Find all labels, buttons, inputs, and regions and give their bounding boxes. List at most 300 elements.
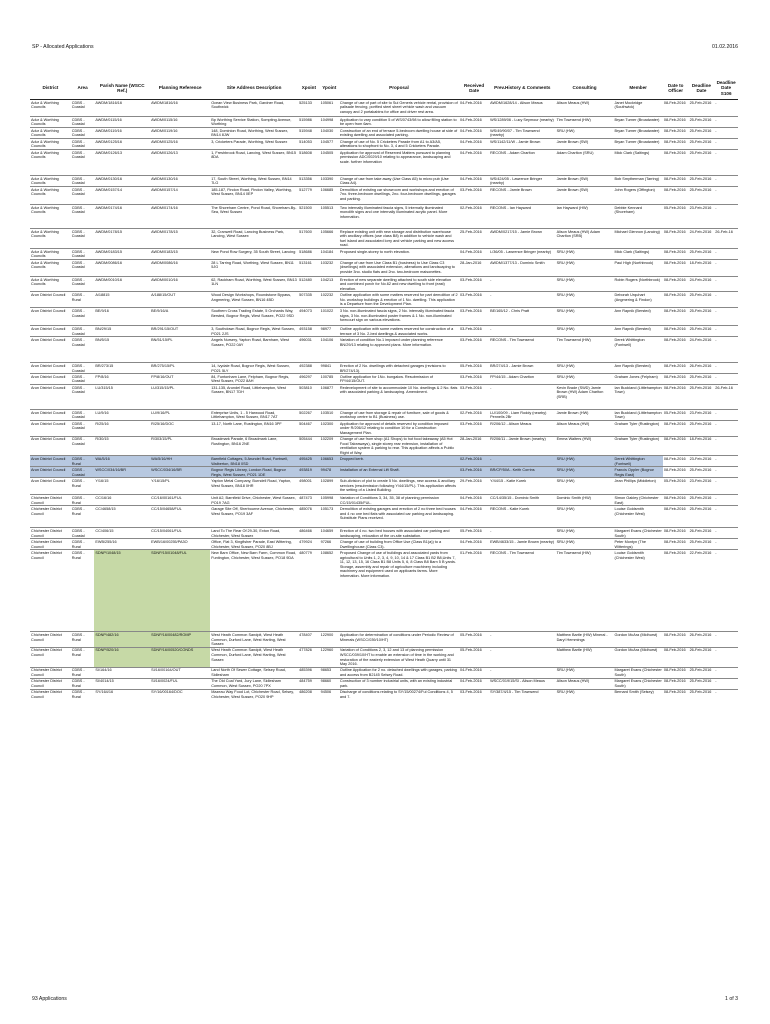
cell-district: Chichester District Council: [31, 507, 62, 516]
cell-deadline-date: 25-Feb-2016: [689, 128, 712, 133]
cell-planning-reference: AWDM/0157/14: [151, 187, 178, 192]
cell-proposal: Erection of 4 no. two bed houses with associated car parking and landscaping, relocation of the on-site substation.: [339, 529, 450, 538]
cell-deadline-date-s106: -: [715, 363, 717, 368]
cell-district: Arun District Council: [30, 456, 71, 467]
cell-deadline-date-s106: -: [715, 479, 717, 484]
cell-prev-history: R/206/12 - Alison Meaus: [490, 421, 532, 426]
cell-prev-history: WS/49/90/07 - Tim Townsend (nearby): [490, 128, 540, 138]
cell-deadline-date-s106: -: [715, 337, 717, 342]
cell-site-address: Barnfield Cottages, 5 Arundel Road, Fontwell, Walberton, BN18 0SD: [210, 456, 298, 467]
cell-consulting: SRU (HW): [556, 456, 614, 467]
cell-area: CDBS - Rural: [71, 690, 85, 699]
cell-area: CDBS - Rural: [71, 633, 85, 642]
cell-area: CDBS - Coastal: [71, 529, 85, 538]
cell-planning-reference: SDNP/16/00520/CONDS: [150, 647, 210, 667]
cell-site-address: Unit A2, Barnfield Drive, Chichester, West Sussex, PO19 7AG: [211, 496, 296, 505]
cell-site-address: Land To The Rear Of 29-30, Exton Road, Chichester, West Sussex: [211, 529, 281, 538]
table-row: [30, 259, 738, 276]
cell-proposal: Change of use from Use Class B1 (business) to Use Class C3 (dwellings) with associated extension, alterations and landscaping to provide 3no. studio flats and 2no. two-bedroom maisonettes.: [339, 260, 455, 274]
cell-district: Adur & Worthing Councils: [31, 176, 59, 186]
cell-area: CDBS - Rural: [71, 648, 85, 658]
cell-member: Derek Whittington (Fontwell): [613, 456, 662, 467]
cell-consulting: Ian Hayward (HW): [556, 205, 588, 210]
cell-date-to-officer: 05-Feb-2016: [663, 205, 686, 210]
table-row: [30, 187, 738, 205]
cell-parish-name: CC/406/15: [95, 529, 114, 534]
column-header-prev-history: Prev.History & Comments: [489, 77, 556, 100]
cell-xpoint: 512779: [299, 187, 312, 192]
cell-xpoint: 496031: [299, 337, 312, 342]
cell-date-to-officer: 08-Feb-2016: [663, 679, 686, 684]
cell-ypoint: 103510: [320, 410, 334, 415]
cell-area: CDBS - Coastal: [71, 205, 85, 215]
cell-planning-reference: A/188/15/OUT: [151, 292, 176, 297]
cell-deadline-date-s106: -: [715, 260, 717, 265]
cell-parish-name: AWDM/0178/15: [95, 229, 123, 234]
cell-site-address: 3, Cricketers Parade, Worthing, West Sussex: [211, 139, 288, 144]
cell-deadline-date-s106: -: [715, 668, 717, 673]
cell-planning-reference: WA/5/16/HH: [150, 456, 210, 467]
table-row: [30, 385, 738, 410]
cell-deadline-date-s106: -: [715, 292, 717, 297]
report-title: SP - Allocated Applications: [32, 44, 94, 50]
cell-proposal: Replace existing unit with new storage and distribution warehouse with ancillary offices (use class B8) in addition to vehicle wash and fuel island and associated lorry and vehicle parking and new access road.: [339, 229, 455, 248]
cell-consulting: Alison Meaus (HW): [556, 421, 590, 426]
cell-received-date: 04-Feb-2016: [460, 150, 482, 155]
cell-ypoint: 104505: [320, 150, 334, 155]
cell-prev-history: R/206/11 - Jamie Brown (nearby): [490, 437, 546, 442]
cell-received-date: 03-Feb-2016: [460, 690, 482, 695]
table-row: [30, 456, 738, 467]
cell-member: John Rogers (Offington): [614, 187, 655, 192]
cell-district: Chichester District Council: [31, 496, 62, 505]
cell-ypoint: 108652: [320, 551, 334, 556]
cell-ypoint: 98660: [320, 679, 332, 684]
cell-deadline-date-s106: -: [715, 679, 717, 684]
cell-deadline-date-s106: -: [715, 277, 717, 282]
cell-consulting: SRU (HW): [556, 690, 575, 695]
cell-planning-reference: FP/8/16/OUT: [151, 374, 174, 379]
cell-ypoint: 104184: [320, 249, 334, 254]
cell-district: Arun District Council: [31, 308, 66, 313]
cell-site-address: 62, Rackham Road, Worthing, West Sussex, BN13 1LN: [211, 277, 297, 287]
cell-planning-reference: BR/291/15/OUT: [151, 326, 179, 331]
cell-consulting: Dominic Smith (HW): [556, 496, 591, 501]
cell-parish-name: CC/4658/15: [95, 507, 116, 512]
cell-parish-name: CC/16/16: [95, 496, 112, 501]
cell-ypoint: 122960: [320, 648, 334, 653]
column-header-district: District: [30, 77, 71, 100]
table-row: [30, 176, 738, 187]
cell-deadline-date: 25-Feb-2016: [689, 421, 712, 426]
cell-parish-name: R/30/15: [95, 437, 109, 442]
cell-received-date: 03-Feb-2016: [460, 421, 482, 426]
cell-parish-name: AWDM/0125/16: [95, 139, 123, 144]
cell-prev-history: BR/274/13 - Jamie Brown: [490, 363, 534, 368]
cell-district: Arun District Council: [31, 410, 66, 415]
column-header-deadline-date: Deadline Date: [689, 77, 715, 100]
cell-proposal: Construction of an end of terrace 5-bedroom dwelling house at side of existing dwelling and associated parking.: [339, 128, 458, 138]
cell-prev-history: RECONS - Katie Kurek: [490, 507, 530, 512]
cell-deadline-date: 25-Feb-2016: [689, 507, 712, 512]
cell-received-date: 04-Feb-2016: [460, 139, 482, 144]
cell-parish-name: Y/16/15: [95, 479, 109, 484]
cell-parish-name: AWDM/0126/13: [95, 150, 123, 155]
cell-district: Chichester District Council: [31, 690, 62, 699]
cell-ypoint: 105666: [320, 229, 334, 234]
cell-proposal: Application for approval of details reserved by condition imposed under R/206/12 relating to condition 10 for a Construction Management Plan.: [339, 421, 449, 435]
cell-xpoint: 517600: [299, 229, 312, 234]
cell-received-date: 01-Feb-2016: [460, 551, 482, 556]
cell-consulting: Jamie Brown (SW): [556, 187, 589, 192]
cell-prev-history: WSCC/019/15/SI - Alison Meaus: [490, 679, 545, 684]
cell-deadline-date: 26-Feb-2016: [689, 633, 712, 638]
cell-xpoint: 502267: [299, 410, 312, 415]
cell-deadline-date-s106: -: [715, 648, 717, 653]
table-row: [30, 117, 738, 128]
cell-site-address: The Shoreham Centre, Pond Road, Shoreham-By-Sea, West Sussex: [211, 205, 297, 215]
cell-date-to-officer: 08-Feb-2016: [663, 363, 686, 368]
table-row: [30, 528, 738, 539]
cell-deadline-date: 25-Feb-2016: [689, 374, 712, 379]
cell-deadline-date-s106: -: [715, 633, 717, 638]
cell-received-date: 03-Feb-2016: [460, 374, 482, 379]
cell-ypoint: 104998: [320, 117, 334, 122]
cell-planning-reference: BE/9/16/A: [151, 308, 169, 313]
cell-district: Arun District Council: [31, 421, 66, 426]
cell-planning-reference: SI/16/00164/OUT: [151, 668, 181, 673]
cell-ypoint: 105173: [320, 507, 334, 512]
cell-area: CDBS - Coastal: [71, 374, 85, 384]
cell-site-address: Yapton Metal Company, Burndell Road, Yapton, West Sussex, BN18 0HR: [211, 479, 292, 488]
cell-ypoint: 103232: [320, 260, 334, 265]
cell-deadline-date: 23-Feb-2016: [689, 457, 712, 462]
cell-planning-reference: LU/315/15/PL: [151, 385, 175, 390]
cell-deadline-date: 25-Feb-2016: [689, 496, 712, 501]
cell-xpoint: 514053: [299, 139, 312, 144]
cell-deadline-date: 25-Feb-2016: [689, 540, 712, 545]
cell-consulting: Alison Meaus (HW): [556, 100, 590, 105]
cell-xpoint: 493819: [298, 467, 319, 478]
cell-parish-name: EWB/255/16: [95, 540, 117, 545]
cell-deadline-date: 18-Feb-2016: [689, 437, 712, 442]
cell-ypoint: 105061: [320, 100, 334, 105]
cell-received-date: 05-Feb-2016: [460, 633, 482, 638]
cell-site-address: 1, Freshbrook Road, Lancing, West Sussex, BN15 8DA: [211, 150, 296, 160]
cell-area: CDBS - Coastal: [71, 139, 85, 149]
cell-prev-history: Y/44/15 - Katie Kurek: [490, 479, 527, 484]
cell-district: Adur & Worthing Councils: [31, 128, 59, 138]
cell-xpoint: 478407: [299, 633, 312, 638]
cell-area: CDBS - Coastal: [71, 467, 95, 478]
cell-date-to-officer: 05-Feb-2016: [663, 410, 686, 415]
cell-xpoint: 479924: [299, 540, 312, 545]
cell-xpoint: 503810: [299, 385, 312, 390]
cell-consulting: SRU (HW): [556, 479, 575, 484]
cell-xpoint: 518686: [299, 249, 312, 254]
cell-xpoint: 518608: [299, 150, 312, 155]
cell-proposal: Change of use of building from Office Use (Class B1(a)) to a Dwellinghouse (Class C3).: [339, 540, 442, 549]
cell-deadline-date-s106: -: [715, 187, 717, 192]
cell-site-address: The Old Coal Yard, Jury Lane, Sidlesham Common, West Sussex, PO20 7PX: [211, 679, 281, 688]
cell-deadline-date-s106: 26-Feb-16: [715, 385, 733, 390]
cell-planning-reference: SDNP/15/01048/FUL: [150, 550, 210, 632]
cell-planning-reference: AWDM/0183/15: [151, 249, 178, 254]
cell-proposal: Application to vary condition 5 of WS/0743/98 to allow filling station to be open from 6am.: [339, 117, 457, 127]
cell-consulting: SRU (HW): [556, 249, 575, 254]
cell-date-to-officer: 08-Feb-2016: [663, 507, 686, 512]
cell-site-address: 32, Cranwell Road, Lancing Business Park, Lancing, West Sussex: [211, 229, 285, 239]
cell-proposal: Discharge of conditions relating to SY/15/00274/Ful Conditions 4, 5 and 7.: [339, 690, 453, 699]
cell-received-date: 04-Feb-2016: [460, 249, 482, 254]
cell-member: Janet Mockridge (Southwick): [614, 100, 643, 110]
cell-site-address: Bp Worthing Service Station, Sompting Avenue, Worthing: [211, 117, 292, 127]
cell-deadline-date-s106: -: [715, 249, 717, 254]
cell-site-address: 185-187, Findon Road, Findon Valley, Worthing, West Sussex, BN14 0EP: [211, 187, 292, 197]
cell-ypoint: 104106: [320, 337, 334, 342]
cell-member: Mick Clark (Saltings): [614, 150, 650, 155]
cell-planning-reference: AWDM/0086/16: [151, 260, 178, 265]
cell-received-date: 03-Feb-2016: [460, 326, 482, 331]
cell-proposal: Erection of new separate dwelling attached to south side elevation and combined porch for No.62 and new dwelling to front (east) elevation.: [339, 277, 452, 291]
table-row: [30, 495, 738, 506]
cell-proposal: Change of use of part of site to Sui Generis vehicle rental, provision of palisade fencing, portfied steel sheet vehicle wash and vacuum canopy and 2 portakabins for office and driver rest area.: [339, 100, 458, 114]
cell-district: Arun District Council: [31, 292, 66, 297]
cell-deadline-date: 25-Feb-2016: [689, 468, 712, 473]
cell-deadline-date: 25-Feb-2016: [689, 150, 712, 155]
cell-ypoint: 99478: [320, 467, 339, 478]
cell-area: CDBS - Coastal: [71, 421, 85, 431]
cell-planning-reference: AWDM/0178/15: [151, 229, 178, 234]
cell-parish-name: SDNP/1048/15: [94, 550, 150, 632]
cell-member: Bernard Smith (Selsey): [614, 690, 654, 695]
cell-ypoint: 104577: [320, 139, 334, 144]
cell-date-to-officer: 08-Feb-2016: [663, 468, 686, 473]
cell-planning-reference: WSCC/034/16/BR: [150, 467, 210, 478]
cell-received-date: 04-Feb-2016: [460, 540, 482, 545]
table-row: [30, 632, 738, 647]
cell-consulting: Alison Meaus (HW) Adam Charlton (SRB): [556, 229, 601, 239]
cell-received-date: 03-Feb-2016: [460, 187, 482, 192]
cell-site-address: Southern Cross Trading Estate, 5 Orchards Way, Bersted, Bognor Regis, West Sussex, PO22 9SD: [211, 308, 294, 318]
cell-member: Michael Glennon (Lancing): [614, 229, 660, 234]
cell-planning-reference: AWDM/0010/16: [151, 277, 178, 282]
cell-proposal: Variation of Conditions 3, 34, 35, 38 of planning permission CC/15/01435/FUL.: [339, 496, 440, 505]
cell-ypoint: 102232: [320, 292, 334, 297]
cell-prev-history: -: [489, 456, 556, 467]
cell-deadline-date: 25-Feb-2016: [689, 308, 712, 313]
cell-prev-history: L/36/05 - Lawrence Bringer (nearby): [490, 249, 552, 254]
cell-member: Ian Buckland (Littlehampton Town): [614, 410, 662, 420]
table-row: [30, 326, 738, 337]
cell-district: Adur & Worthing Councils: [31, 187, 59, 197]
cell-prev-history: RECONS - Tim Townsend: [490, 551, 534, 556]
cell-consulting: Jamie Brown (SW): [556, 176, 589, 181]
cell-received-date: 03-Feb-2016: [460, 292, 482, 297]
cell-member: Mick Clark (Saltings): [614, 249, 650, 254]
cell-planning-reference: R/303/15/PL: [151, 437, 173, 442]
cell-site-address: Mazeau Way Food Lot, Chichester Road, Selsey, Chichester, West Sussex, PO20 9HP: [211, 690, 294, 699]
cell-member: Jean Phillips (Middleton): [614, 479, 656, 484]
cell-district: Arun District Council: [31, 385, 66, 390]
cell-proposal: Variation of condition No.1 imposed under planning reference BN/29/13 relating to approved plans. More information.: [339, 337, 443, 347]
cell-consulting: Tim Townsend (HW): [556, 337, 591, 342]
cell-planning-reference: AWDM/1816/16: [151, 100, 178, 105]
cell-planning-reference: SY/16/00164/DOC: [151, 690, 183, 695]
cell-ypoint: 102899: [320, 479, 334, 484]
cell-area: CDBS - Rural: [71, 679, 85, 688]
cell-consulting: Tim Townsend (HW): [556, 551, 591, 556]
cell-xpoint: 484759: [299, 679, 312, 684]
cell-proposal: Dropped kerb.: [339, 456, 459, 467]
cell-parish-name: BE/9/16: [95, 308, 109, 313]
cell-district: Adur & Worthing Councils: [31, 229, 59, 239]
cell-proposal: Outline application for 1No. bungalow. Resubmission of FP/44/15/OUT.: [339, 374, 433, 384]
cell-received-date: 04-Feb-2016: [460, 496, 482, 501]
cell-xpoint: 477826: [299, 648, 312, 653]
cell-area: CDBS - Coastal: [71, 363, 85, 373]
cell-deadline-date-s106: -: [715, 496, 717, 501]
cell-proposal: Proposed single-storey to north elevation.: [339, 249, 410, 254]
column-header-deadline-date-s106: Deadline Date S106: [714, 77, 738, 100]
cell-parish-name: WSCC/034/16/BR: [94, 467, 150, 478]
cell-received-date: 03-Feb-2016: [460, 308, 482, 313]
cell-member: Margaret Evans (Chichester South): [614, 668, 662, 677]
table-row: [30, 467, 738, 478]
cell-member: Ann Rapnik (Bersted): [614, 326, 651, 331]
cell-date-to-officer: 08-Feb-2016: [663, 633, 686, 638]
cell-prev-history: EWB/4633/15 - Jamie Brown (nearby): [490, 540, 555, 545]
cell-area: CDBS - Coastal: [71, 176, 85, 186]
cell-proposal: Demolition of existing garages and erection of 2 no three bed houses and 4 no one bed flats with associated car parking and landscaping. Substitute Plans received.: [339, 507, 456, 521]
cell-received-date: 29-Feb-2016: [460, 479, 482, 484]
cell-area: CDBS - Coastal: [71, 249, 85, 259]
cell-proposal: Erection of 2 No. dwellings with detached garages (revisions to BR/274/13).: [339, 363, 446, 373]
cell-prev-history: WS/424/05 - Lawrence Bringer (nearby): [490, 176, 542, 186]
cell-prev-history: WS/1142/11/W - Jamie Brown: [490, 139, 541, 144]
cell-consulting: Jamie Brown (SW): [556, 139, 589, 144]
table-row: [30, 689, 738, 700]
cell-date-to-officer: 08-Feb-2016: [663, 260, 686, 265]
cell-proposal: Outline application with some matters reserved for construction of a terrace of 3 No. 2-bed dwellings & associated works.: [339, 326, 454, 336]
cell-proposal: Application for approval of Reserved Matters pursuant to planning permission ADC/0029/10 relating to appearance, landscaping and scale. further information: [339, 150, 451, 164]
cell-date-to-officer: 08-Feb-2016: [663, 249, 686, 254]
cell-planning-reference: EWB/16/00255/PA3O: [151, 540, 188, 545]
cell-xpoint: 498001: [299, 479, 312, 484]
cell-planning-reference: CC/15/04061/FUL: [151, 529, 182, 534]
table-row: [30, 139, 738, 150]
cell-deadline-date-s106: -: [715, 176, 717, 181]
cell-consulting: SRU (HW): [556, 292, 575, 297]
cell-deadline-date: 25-Feb-2016: [689, 176, 712, 181]
cell-area: CDBS - Coastal: [71, 150, 85, 160]
cell-xpoint: 494073: [299, 308, 312, 313]
cell-received-date: 28-Jan-2016: [460, 437, 482, 442]
table-row: [30, 292, 738, 308]
cell-deadline-date: 25-Feb-2016: [689, 679, 712, 684]
cell-proposal: Outline application with some matters reserved for part demolition of 2 No. workshop buildings & erection of 1 No. dwelling. This application is a Departure from the Development Plan.: [339, 292, 458, 307]
cell-parish-name: SY/164/16: [95, 690, 114, 695]
cell-xpoint: 485076: [299, 507, 312, 512]
cell-parish-name: BN/5/15: [95, 337, 110, 342]
cell-date-to-officer: 08-Feb-2016: [663, 187, 686, 192]
cell-date-to-officer: 08-Feb-2016: [663, 648, 686, 653]
cell-area: CDBS - Coastal: [71, 337, 85, 347]
cell-deadline-date: 23-Feb-2016: [689, 479, 712, 484]
cell-site-address: Land North Of Sewer Cottage, Selsey Road, Sidlesham: [211, 668, 286, 677]
cell-proposal: Demolition of existing car showroom and workshops and erection of 7no. three-bedroom dwellings, 2no. four-bedroom dwellings, garages and parking.: [339, 187, 456, 201]
cell-parish-name: A/18815: [95, 292, 110, 297]
table-row: [30, 229, 738, 249]
cell-parish-name: BN/29/15: [95, 326, 112, 331]
cell-planning-reference: BN/51/15/PL: [151, 337, 173, 342]
cell-consulting: Jamie Brown (HW): [556, 410, 589, 415]
cell-parish-name: AWDM/0174/16: [95, 205, 123, 210]
cell-consulting: SRU (HW): [556, 128, 575, 133]
cell-received-date: 04-Feb-2016: [460, 668, 482, 673]
cell-area: CDBS - Coastal: [71, 308, 85, 318]
cell-consulting: Alison Meaus (HW): [556, 679, 590, 684]
cell-deadline-date-s106: -: [715, 374, 717, 379]
cell-deadline-date: 24-Feb-2016: [689, 229, 712, 234]
cell-deadline-date-s106: -: [715, 690, 717, 695]
cell-deadline-date: 25-Feb-2016: [689, 292, 712, 297]
cell-ypoint: 105998: [320, 496, 334, 501]
cell-ypoint: 99841: [320, 363, 332, 368]
cell-district: Adur & Worthing Councils: [31, 249, 59, 259]
table-row: [30, 128, 738, 139]
cell-prev-history: RECONS - Tim Townsend: [490, 337, 534, 342]
cell-member: Ian Buckland (Littlehampton Town): [614, 385, 662, 395]
cell-planning-reference: AWDM/0174/16: [151, 205, 178, 210]
cell-proposal: Variation of Conditions 2, 3, 12 and 13 of planning permission WSCC/039/10/HT to enable an extension of time in the working and restoration of the easterly extension of West Heath Quarry until 31 May 2016.: [339, 648, 454, 667]
cell-consulting: Matthew Bartle (HW) Mineral - Daryl Hemmings: [556, 633, 608, 642]
cell-district: Adur & Worthing Councils: [31, 260, 59, 270]
page-number: 1 of 3: [725, 996, 738, 1002]
cell-site-address: Wood Design Workshops, Roundstone Bypass, Angmering, West Sussex, BN16 4BD: [211, 292, 292, 302]
cell-member: Derek Whittington (Fontwell): [614, 337, 645, 347]
cell-deadline-date-s106: -: [715, 529, 717, 534]
cell-site-address: Garage Site Off, Sherbourne Avenue, Chichester, West Sussex, PO19 3AF: [211, 507, 295, 516]
cell-consulting: SRU (HW): [556, 668, 575, 673]
table-row: [30, 678, 738, 689]
cell-member: Graham Tyler (Rustington): [614, 421, 660, 426]
cell-proposal: Installation of an External Lift Shaft.: [339, 467, 459, 478]
cell-deadline-date-s106: -: [715, 117, 717, 122]
cell-deadline-date-s106: -: [715, 437, 717, 442]
cell-ypoint: 101022: [320, 308, 334, 313]
cell-deadline-date-s106: -: [715, 100, 717, 105]
cell-date-to-officer: 08-Feb-2016: [663, 308, 686, 313]
cell-proposal: Change of use from storage & repair of furniture, sale of goods & workshop centre to B1 (Business) use.: [339, 410, 449, 420]
cell-area: CDBS - Rural: [71, 668, 85, 677]
cell-proposal: Proposed Change of use of buildings and associated yards from agricultural to Units 1, 2, 3, 4, 9, 10, 14 & 17 Class B1 B2 B8,Units 7, 11, 12, 13, 15, 16 Class B1 B8 Units 5, 6, 8 Class B8 Barn 5 B yards. Storage, assembly and repair of agriculture machinery including machinery and equipment used on applicants farms. More information. More information.: [339, 551, 456, 579]
cell-date-to-officer: 08-Feb-2016: [663, 117, 686, 122]
cell-xpoint: 493158: [299, 326, 312, 331]
cell-deadline-date: 26-Feb-2016: [689, 529, 712, 534]
column-header-date-to-officer: Date to Officer: [663, 77, 689, 100]
cell-prev-history: -: [490, 277, 492, 282]
cell-area: CDBS - Coastal: [71, 117, 85, 127]
cell-received-date: 03-Feb-2016: [460, 385, 482, 390]
cell-xpoint: 487473: [299, 496, 312, 501]
cell-district: Adur & Worthing Councils: [31, 117, 59, 127]
cell-proposal: Change of use from shop (A1 Shops) to hot food takeaway (A5 Hot Food Takeaways), single storey rear extension, installation of ventilation system & parking to rear. This application affects a Public Right of Way.: [339, 437, 455, 455]
cell-area: CDBS - Coastal: [71, 100, 85, 110]
cell-member: Graham Jones (Felpham): [614, 374, 658, 379]
cell-parish-name: AWDM/1816/16: [95, 100, 123, 105]
cell-site-address: Enterprise Units, 1 - 5 Harwood Road, Littlehampton, West Sussex, BN17 7AT: [211, 410, 278, 420]
